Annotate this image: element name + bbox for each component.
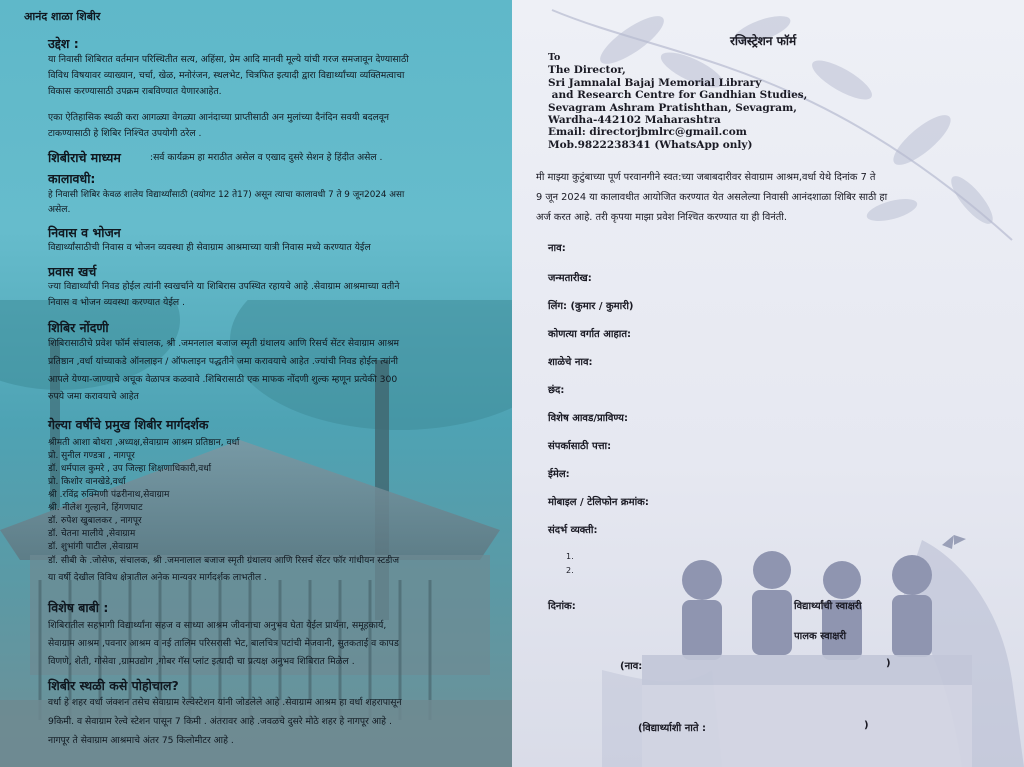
field-address: संपर्कासाठी पत्ता: [548, 441, 612, 452]
email-line: Email: directorjbmlrc@gmail.com [548, 126, 747, 139]
registration-text-line: आपले येण्या-जाण्याचे अचूक वेळापत्र कळवावे .शिबिरासाठी एक माफक नोंदणी शुल्क म्हणून प्रत्येकी 300 [48, 374, 398, 385]
form-title: रजिस्ट्रेशन फॉर्म [730, 34, 797, 48]
recipient-address [548, 52, 807, 151]
field-interest: विशेष आवड/प्राविण्य: [548, 413, 628, 424]
address-line: The Director, [548, 64, 626, 77]
travel-text-line: ज्या विद्यार्थ्यांची निवड होईल त्यांनी स्वखर्चाने या शिबिरास उपस्थित रहायचे आहे .सेवाग्राम आश्रमाच्या वतीने [48, 281, 400, 292]
address-line: To [548, 52, 561, 63]
special-text-line: शिबिरातील सहभागी विद्यार्थ्यांना सहज व साध्या आश्रम जीवनाचा अनुभव घेता येईल प्रार्थना, समूहकार्य, [48, 620, 387, 631]
travel-text-line: निवास व भोजन व्यवस्था करण्यात येईल . [48, 297, 185, 308]
guide-item: डॉ. शुभांगी पाटील ,सेवाग्राम [48, 542, 139, 552]
guide-item: या वर्षी देखील विविध क्षेत्रातील अनेक मान्यवर मार्गदर्शक लाभतील . [48, 573, 267, 583]
guides-heading: गेल्या वर्षीचे प्रमुख शिबीर मार्गदर्शक [48, 417, 209, 432]
field-school: शाळेचे नाव: [548, 357, 593, 368]
phone-line: Mob.9822238341 (WhatsApp only) [548, 138, 753, 151]
field-email: ईमेल: [548, 469, 570, 480]
field-dob: जन्मतारीख: [548, 273, 592, 284]
guide-item: प्रो. किशोर वानखेडे,वर्धा [48, 477, 126, 487]
guide-item: श्री .रविंद्र रुक्मिणी पंढरीनाथ,सेवाग्राम [48, 490, 170, 500]
guide-item: श्रीमती आशा बोथरा ,अध्यक्ष,सेवाग्राम आश्रम प्रतिष्ठान, वर्धा [48, 438, 240, 448]
medium-heading: शिबीराचे माध्यम [48, 150, 121, 165]
special-heading: विशेष बाबी : [48, 600, 109, 615]
registration-text-line: शिबिरासाठीचे प्रवेश फॉर्म संचालक, श्री .जमनलाल बजाज स्मृती ग्रंथालय आणि रिसर्च सेंटर सेवाग्राम आश्रम [48, 338, 399, 349]
registration-text-line: रुपये जमा करावयाचे आहेत [48, 391, 139, 402]
objective-text-line: विविध विषयावर व्याख्यान, चर्चा, खेळ, मनोरंजन, स्थलभेट, चित्रफित इत्यादी द्वारा विद्यार्थ्यांच्या व्यक्तिमत्वाचा [48, 70, 405, 81]
duration-heading: कालावधी: [48, 171, 96, 186]
guide-item: डॉ. चेतना मालीये ,सेवाग्राम [48, 529, 136, 539]
date-label: दिनांक: [548, 601, 576, 612]
field-reference: संदर्भ व्यक्ती: [548, 525, 598, 536]
relation-open: (विद्यार्थ्याशी नाते : [638, 723, 707, 734]
reach-text-line: 9किमी. व सेवाग्राम रेल्वे स्टेशन पासून 7 किमी . अंतरावर आहे .जवळचे दुसरे मोठे शहर हे नागपूर आहे . [48, 716, 392, 727]
objective-heading: उद्देश : [48, 36, 79, 51]
student-signature-label: विद्यार्थ्यांची स्वाक्षरी [794, 601, 862, 612]
travel-heading: प्रवास खर्च [48, 264, 97, 279]
special-text-line: विणणे, शेती, गोसेवा ,ग्रामउद्योग ,गोबर गॅस प्लांट इत्यादी चा प्रत्यक्ष अनुभव शिबिरात मिळेल . [48, 656, 355, 667]
stay-text: विद्यार्थ्यांसाठीची निवास व भोजन व्यवस्था ही सेवाग्राम आश्रमाच्या यात्री निवास मध्ये करण्यात येईल [48, 242, 371, 253]
reach-text-line: वर्धा हे शहर वर्धा जंक्शन तसेच सेवाग्राम रेल्वेस्टेशन यांनी जोडलेले आहे .सेवाग्राम आश्रम हा वर्धा शहरापासून [48, 697, 402, 708]
duration-text-line: हे निवासी शिबिर केवळ शालेय विद्यार्थ्यांसाठी (वयोगट 12 ते17) असून त्याचा कालावधी 7 ते 9 जून2024 असा [48, 190, 405, 200]
guide-item: प्रो. सुनील गण्डत्रा , नागपूर [48, 451, 135, 461]
stay-heading: निवास व भोजन [48, 225, 121, 240]
objective-text-line: या निवासी शिबिरात वर्तमान परिस्थितीत सत्य, अहिंसा, प्रेम आदि मानवी मूल्ये यांची गरज समजावून देण्यासाठी [48, 54, 409, 65]
registration-heading: शिबिर नोंदणी [48, 320, 109, 335]
address-line: Sri Jamnalal Bajaj Memorial Library [548, 76, 762, 89]
medium-text: :सर्व कार्यक्रम हा मराठीत असेल व एखाद दुसरे सेशन हे हिंदीत असेल . [150, 152, 383, 163]
registration-page [512, 0, 1024, 767]
field-hobby: छंद: [548, 385, 565, 396]
registration-text-line: प्रतिष्ठान ,वर्धा यांच्याकडे ऑनलाइन / ऑफलाइन पद्धतीने जमा करावयाचे आहेत .ज्यांची निवड होईल त्यांनी [48, 356, 399, 367]
field-gender: लिंग: (कुमार / कुमारी) [548, 301, 634, 312]
reference-item: 1. [566, 552, 574, 561]
objective-text-line: विकास करण्यासाठी उपक्रम राबविण्यात येणारआहेत. [48, 86, 222, 97]
special-text-line: सेवाग्राम आश्रम ,पवनार आश्रम व नई तालिम परिसरासी भेट, बालचित्र पटांची मेजवानी, सुतकताई व कापड [48, 638, 399, 649]
field-name: नाव: [548, 243, 566, 254]
parent-name-open: (नाव: [620, 661, 643, 672]
guide-item: डॉ. रुपेश खुबालकर , नागपूर [48, 516, 142, 526]
guide-item: डॉ. सीबी के .जोसेफ, संचालक, श्री .जमनालाल बजाज स्मृती ग्रंथालय आणि रिसर्च सेंटर फॉर गांधीयन स्टडीज [48, 556, 400, 566]
address-line: Wardha-442102 Maharashtra [548, 114, 721, 127]
request-text-line: अर्ज करत आहे. तरी कृपया माझा प्रवेश निश्चित करण्यात या ही विनंती. [536, 212, 787, 223]
guide-item: डॉ. धर्मपाल कुमरे , उप जिल्हा शिक्षणाधिकारी,वर्धा [48, 464, 212, 474]
reach-heading: शिबीर स्थळी कसे पोहोचाल? [48, 678, 179, 693]
reference-item: 2. [566, 566, 574, 575]
brochure-title: आनंद शाळा शिबीर [24, 10, 101, 23]
address-line: Sevagram Ashram Pratishthan, Sevagram, [548, 101, 797, 114]
request-text-line: 9 जून 2024 या कालावधीत आयोजित करण्यात येत असलेल्या निवासी आनंदशाळा शिबिर साठी हा [536, 192, 888, 203]
field-class: कोणत्या वर्गात आहात: [548, 329, 632, 340]
parent-name-close: ) [886, 658, 891, 669]
request-text-line: मी माझ्या कुटुंबाच्या पूर्ण परवानगीने स्वत:च्या जबाबदारीवर सेवाग्राम आश्रम,वर्धा येथे दिनांक 7 ते [536, 172, 876, 183]
objective-text-line: एका ऐतिहासिक स्थळी करा आगळ्या वेगळ्या आनंदाच्या प्राप्तीसाठी अन मुलांच्या दैनंदिन सवयी बदलवून [48, 112, 390, 123]
guide-item: श्री. नीलेश गुल्हाने, हिंगणघाट [48, 503, 143, 513]
parent-signature-label: पालक स्वाक्षरी [794, 631, 847, 642]
duration-text-line: असेल. [48, 204, 71, 215]
reach-text-line: नागपूर ते सेवाग्राम आश्रमाचे अंतर 75 किलोमीटर आहे . [48, 735, 234, 746]
address-line: and Research Centre for Gandhian Studies, [548, 89, 808, 102]
field-mobile: मोबाइल / टेलिफोन क्रमांक: [548, 497, 649, 508]
objective-text-line: टाकण्यासाठी हे शिबिर निश्चित उपयोगी ठरेल . [48, 128, 202, 139]
relation-close: ) [864, 720, 869, 731]
